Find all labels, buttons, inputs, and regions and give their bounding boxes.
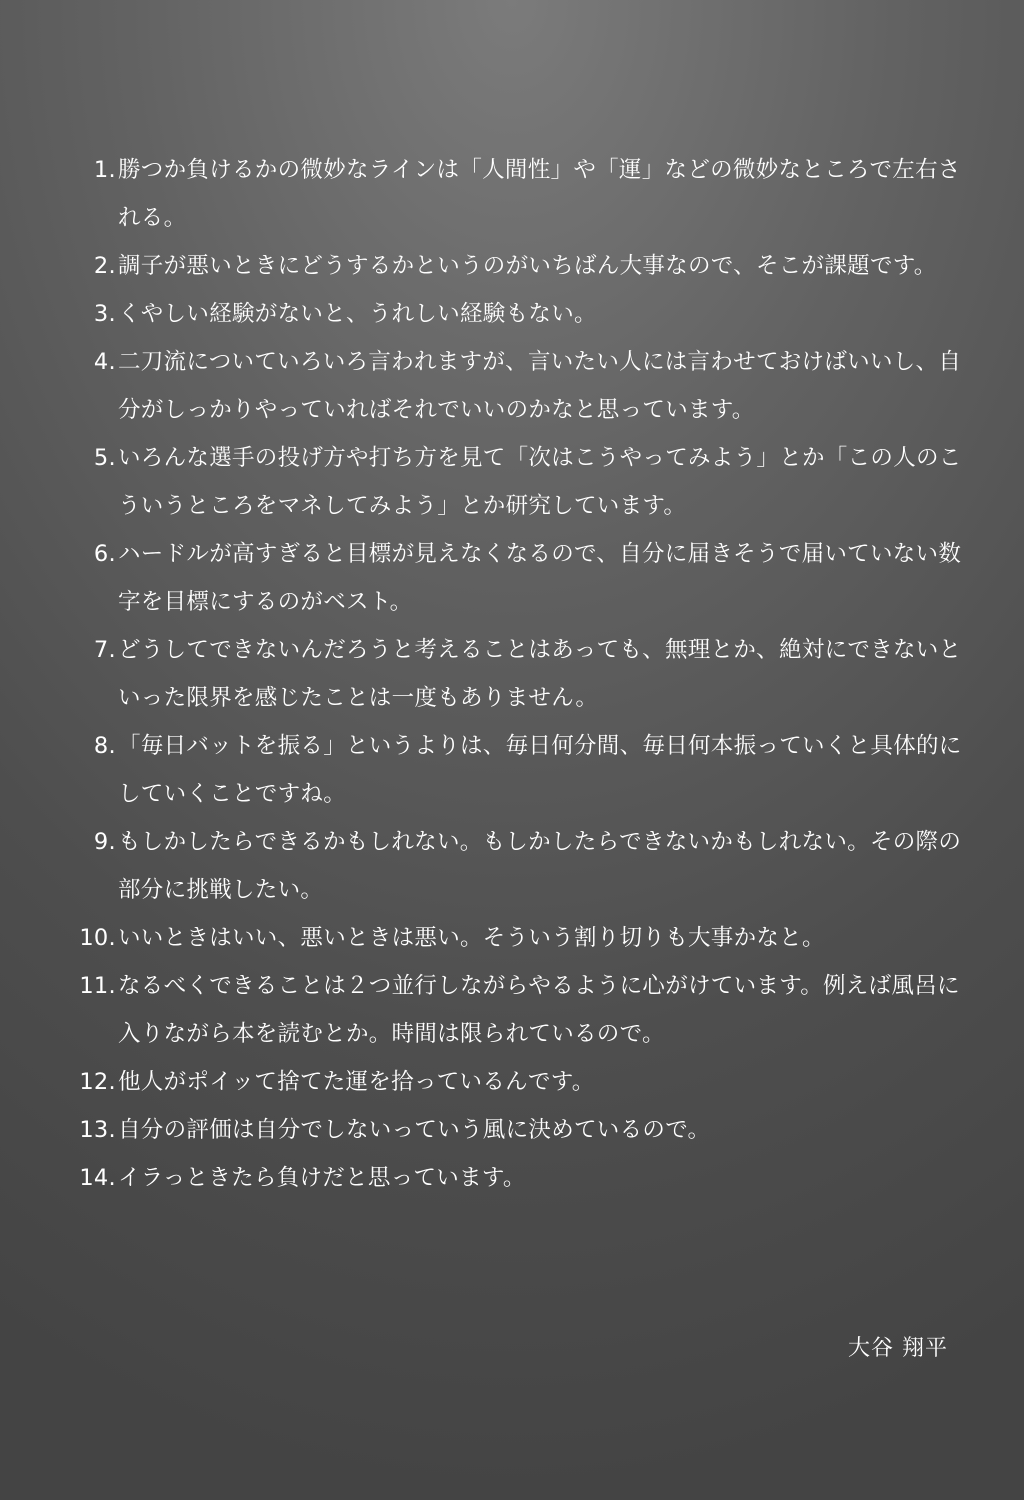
quote-text: イラっときたら負けだと思っています。 <box>118 1165 526 1191</box>
quote-item <box>62 818 962 914</box>
quote-number: 7. <box>93 637 116 663</box>
quote-text: いいときはいい、悪いときは悪い。そういう割り切りも大事かなと。 <box>118 925 825 951</box>
quote-text: 自分の評価は自分でしないっていう風に決めているので。 <box>118 1117 711 1143</box>
quote-text: もしかしたらできるかもしれない。もしかしたらできないかもしれない。その際の部分に挑戦したい。 <box>118 829 962 903</box>
quote-text: くやしい経験がないと、うれしい経験もない。 <box>118 301 597 327</box>
quote-item <box>62 1106 962 1154</box>
quote-text: いろんな選手の投げ方や打ち方を見て「次はこうやってみよう」とか「この人のこういうところをマネしてみよう」とか研究しています。 <box>118 445 962 519</box>
quote-text: ハードルが高すぎると目標が見えなくなるので、自分に届きそうで届いていない数字を目標にするのがベスト。 <box>118 541 962 615</box>
quote-number: 11. <box>79 973 116 999</box>
quote-text: 他人がポイッて捨てた運を拾っているんです。 <box>118 1069 595 1095</box>
quote-item <box>62 914 962 962</box>
quote-text: 勝つか負けるかの微妙なラインは「人間性」や「運」などの微妙なところで左右される。 <box>118 157 961 231</box>
quote-number: 14. <box>79 1165 116 1191</box>
quote-item <box>62 530 962 626</box>
quote-text: どうしてできないんだろうと考えることはあっても、無理とか、絶対にできないといった限界を感じたことは一度もありません。 <box>118 637 962 711</box>
quote-item <box>62 962 962 1058</box>
quote-item <box>62 722 962 818</box>
quote-item <box>62 338 962 434</box>
quote-number: 5. <box>93 445 116 471</box>
quote-number: 3. <box>93 301 116 327</box>
quote-item <box>62 434 962 530</box>
quote-number: 13. <box>79 1117 116 1143</box>
quote-number: 6. <box>93 541 116 567</box>
quote-item <box>62 242 962 290</box>
quote-item <box>62 146 962 242</box>
author-name: 大谷 翔平 <box>848 1336 948 1361</box>
quote-list <box>62 146 962 1202</box>
quote-item <box>62 1058 962 1106</box>
quote-item <box>62 626 962 722</box>
quote-text: 「毎日バットを振る」というよりは、毎日何分間、毎日何本振っていくと具体的にしていくことですね。 <box>118 733 962 807</box>
quote-number: 1. <box>93 157 116 183</box>
quote-number: 10. <box>79 925 116 951</box>
quote-number: 2. <box>93 253 116 279</box>
quote-text: 調子が悪いときにどうするかというのがいちばん大事なので、そこが課題です。 <box>118 253 937 279</box>
quote-number: 9. <box>93 829 116 855</box>
quote-item <box>62 290 962 338</box>
quote-number: 8. <box>93 733 116 759</box>
quote-number: 12. <box>79 1069 116 1095</box>
quote-number: 4. <box>93 349 116 375</box>
quote-text: なるべくできることは２つ並行しながらやるように心がけています。例えば風呂に入りながら本を読むとか。時間は限られているので。 <box>118 973 960 1047</box>
quote-text: 二刀流についていろいろ言われますが、言いたい人には言わせておけばいいし、自分がしっかりやっていればそれでいいのかなと思っています。 <box>118 349 962 423</box>
quote-item <box>62 1154 962 1202</box>
